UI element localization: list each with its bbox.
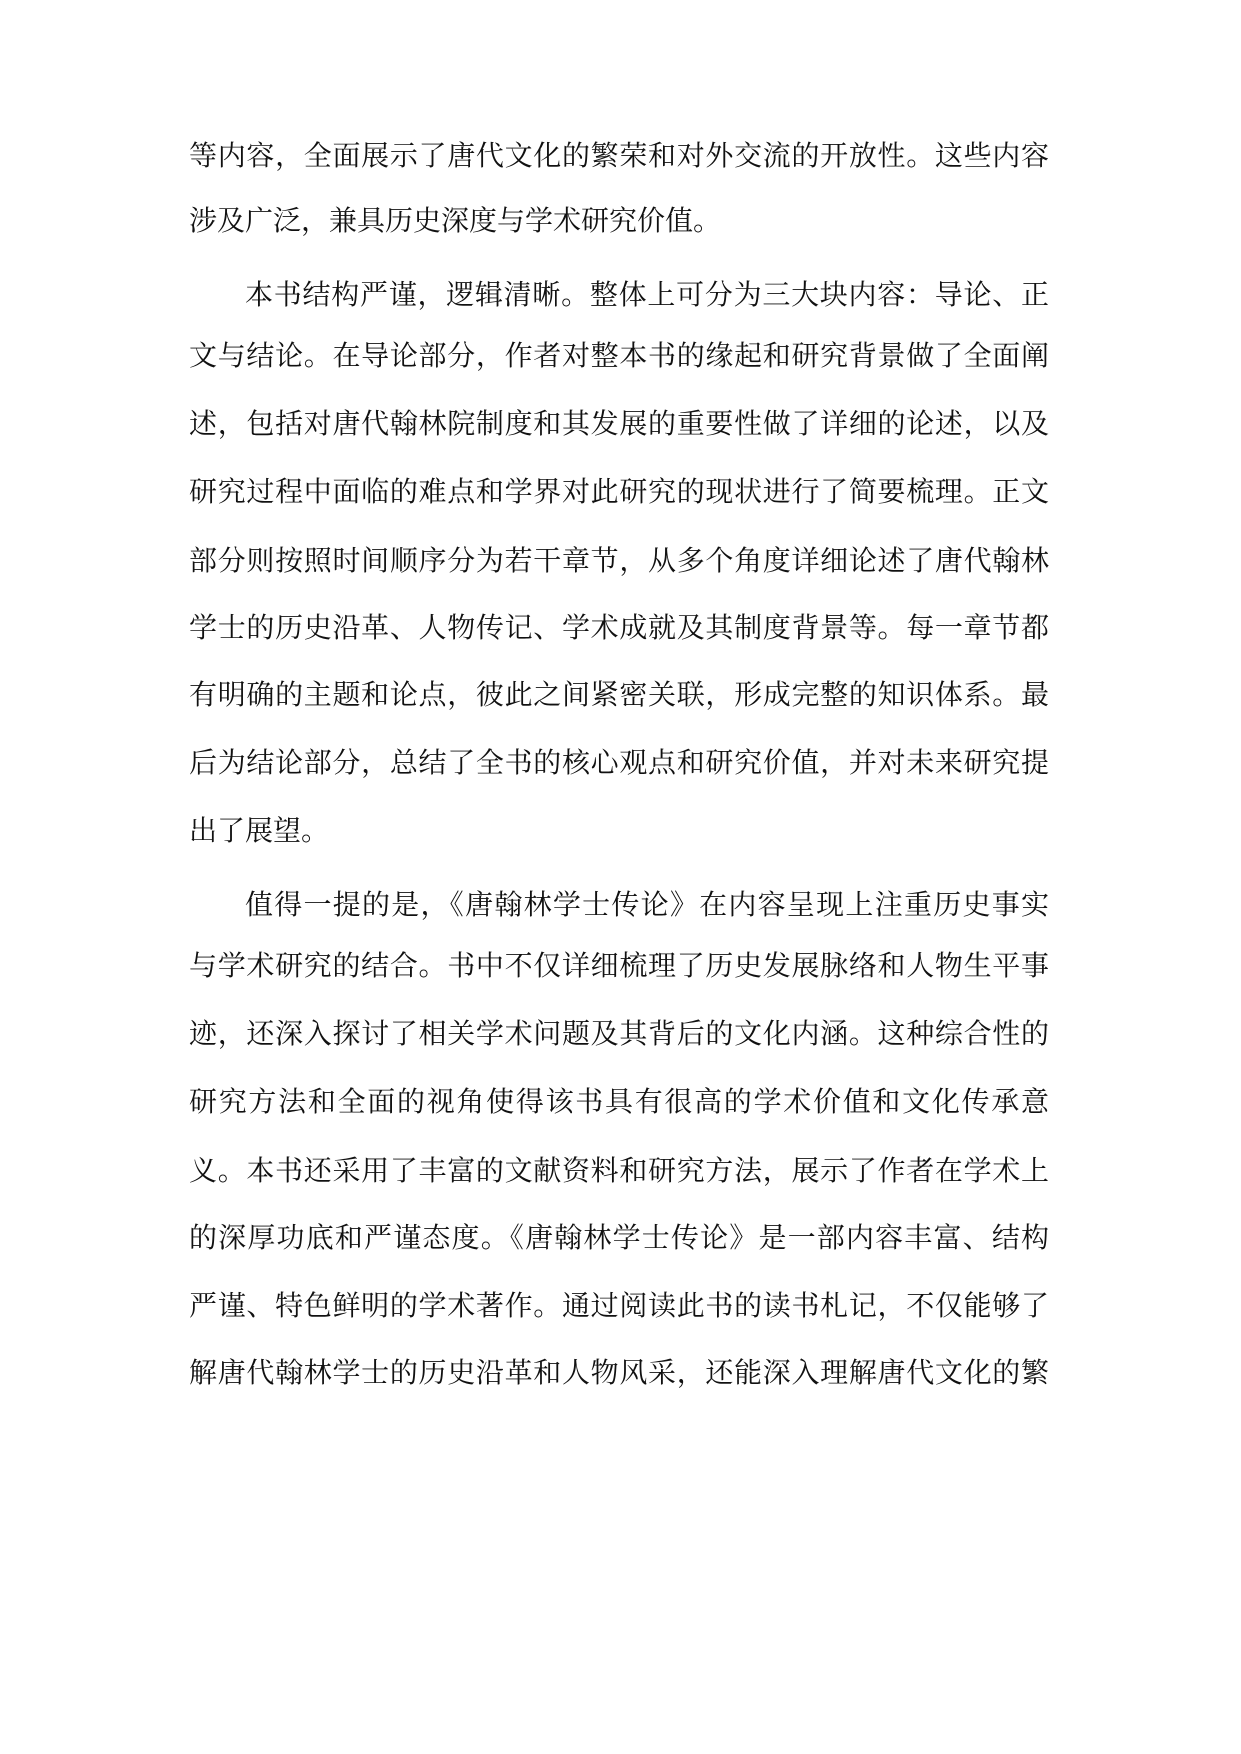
text-line: 严谨、特色鲜明的学术著作。通过阅读此书的读书札记，不仅能够了 — [189, 1289, 1049, 1322]
text-line: 与学术研究的结合。书中不仅详细梳理了历史发展脉络和人物生平事 — [189, 949, 1049, 982]
text-line: 本书结构严谨，逻辑清晰。整体上可分为三大块内容：导论、正 — [245, 278, 1049, 311]
text-line: 涉及广泛，兼具历史深度与学术研究价值。 — [189, 204, 722, 237]
text-line: 义。本书还采用了丰富的文献资料和研究方法，展示了作者在学术上 — [189, 1154, 1049, 1187]
text-line: 述，包括对唐代翰林院制度和其发展的重要性做了详细的论述，以及 — [189, 407, 1049, 440]
text-line: 有明确的主题和论点，彼此之间紧密关联，形成完整的知识体系。最 — [189, 678, 1049, 711]
text-line: 迹，还深入探讨了相关学术问题及其背后的文化内涵。这种综合性的 — [189, 1017, 1049, 1050]
text-line: 解唐代翰林学士的历史沿革和人物风采，还能深入理解唐代文化的繁 — [189, 1356, 1049, 1389]
text-line: 文与结论。在导论部分，作者对整本书的缘起和研究背景做了全面阐 — [189, 339, 1049, 372]
text-line: 的深厚功底和严谨态度。《唐翰林学士传论》是一部内容丰富、结构 — [189, 1221, 1049, 1254]
text-line: 研究过程中面临的难点和学界对此研究的现状进行了简要梳理。正文 — [189, 475, 1049, 508]
text-line: 出了展望。 — [189, 814, 330, 847]
text-line: 部分则按照时间顺序分为若干章节，从多个角度详细论述了唐代翰林 — [189, 544, 1049, 577]
text-line: 后为结论部分，总结了全书的核心观点和研究价值，并对未来研究提 — [189, 746, 1049, 779]
text-line: 研究方法和全面的视角使得该书具有很高的学术价值和文化传承意 — [189, 1085, 1049, 1118]
text-line: 值得一提的是，《唐翰林学士传论》在内容呈现上注重历史事实 — [245, 888, 1049, 921]
text-line: 等内容，全面展示了唐代文化的繁荣和对外交流的开放性。这些内容 — [189, 139, 1049, 172]
text-line: 学士的历史沿革、人物传记、学术成就及其制度背景等。每一章节都 — [189, 611, 1049, 644]
